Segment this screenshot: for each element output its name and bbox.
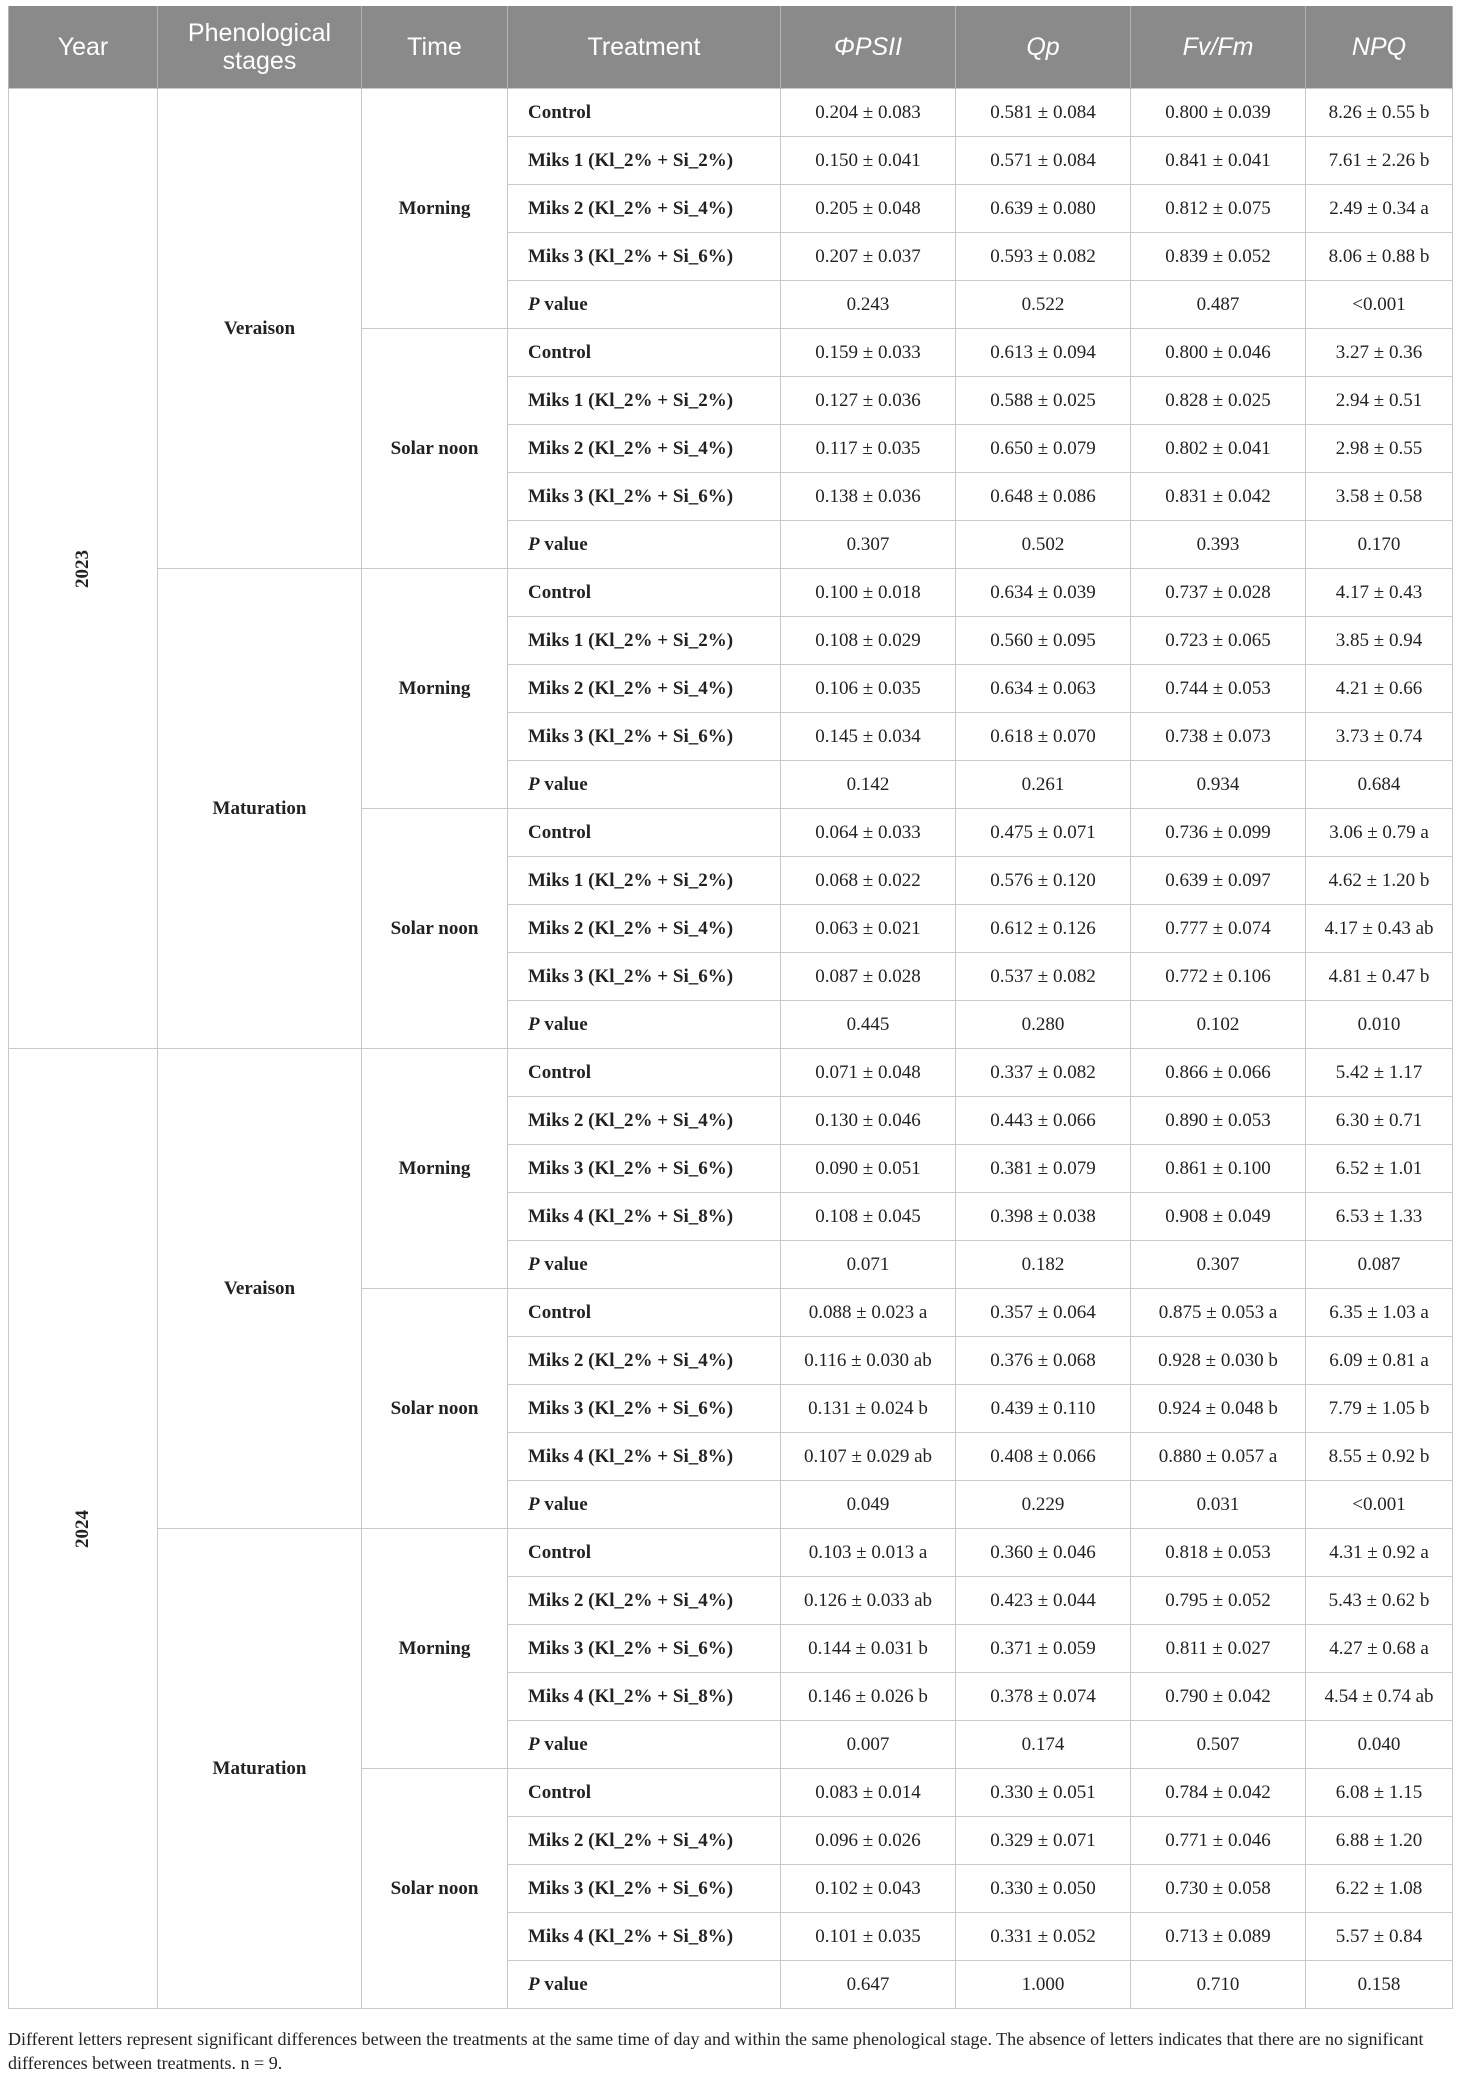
value-cell: 0.795 ± 0.052: [1131, 1577, 1306, 1625]
year-cell: [9, 1049, 158, 2009]
value-cell: 5.57 ± 0.84: [1306, 1913, 1453, 1961]
value-cell: 0.593 ± 0.082: [956, 233, 1131, 281]
value-cell: 0.331 ± 0.052: [956, 1913, 1131, 1961]
time-cell: Solar noon: [362, 1289, 508, 1529]
p-value-cell: 0.487: [1131, 281, 1306, 329]
p-value-label: [508, 521, 781, 569]
value-cell: 0.790 ± 0.042: [1131, 1673, 1306, 1721]
value-cell: 0.117 ± 0.035: [781, 425, 956, 473]
value-cell: 0.088 ± 0.023 a: [781, 1289, 956, 1337]
value-cell: 0.613 ± 0.094: [956, 329, 1131, 377]
value-cell: 0.908 ± 0.049: [1131, 1193, 1306, 1241]
p-value-cell: 0.031: [1131, 1481, 1306, 1529]
value-cell: 2.49 ± 0.34 a: [1306, 185, 1453, 233]
p-value-cell: 0.229: [956, 1481, 1131, 1529]
value-cell: 0.650 ± 0.079: [956, 425, 1131, 473]
treatment-cell: Miks 2 (Kl_2% + Si_4%): [508, 1817, 781, 1865]
time-cell: Morning: [362, 1049, 508, 1289]
value-cell: 0.713 ± 0.089: [1131, 1913, 1306, 1961]
value-cell: 0.146 ± 0.026 b: [781, 1673, 956, 1721]
value-cell: 8.26 ± 0.55 b: [1306, 89, 1453, 137]
stage-cell: Maturation: [158, 1529, 362, 2009]
value-cell: 0.205 ± 0.048: [781, 185, 956, 233]
value-cell: 0.204 ± 0.083: [781, 89, 956, 137]
treatment-cell: Miks 2 (Kl_2% + Si_4%): [508, 425, 781, 473]
treatment-cell: Miks 4 (Kl_2% + Si_8%): [508, 1913, 781, 1961]
p-value-cell: 0.174: [956, 1721, 1131, 1769]
p-value-cell: 0.445: [781, 1001, 956, 1049]
time-cell: Solar noon: [362, 1769, 508, 2009]
value-cell: 4.17 ± 0.43 ab: [1306, 905, 1453, 953]
value-cell: 0.108 ± 0.045: [781, 1193, 956, 1241]
value-cell: 0.145 ± 0.034: [781, 713, 956, 761]
p-value-cell: 0.142: [781, 761, 956, 809]
header-phipsii: ΦPSII: [781, 6, 956, 89]
header-row: [9, 6, 1453, 89]
p-value-label: [508, 1961, 781, 2009]
value-cell: 0.802 ± 0.041: [1131, 425, 1306, 473]
value-cell: 3.06 ± 0.79 a: [1306, 809, 1453, 857]
value-cell: 0.398 ± 0.038: [956, 1193, 1131, 1241]
value-cell: 0.329 ± 0.071: [956, 1817, 1131, 1865]
p-value-cell: <0.001: [1306, 281, 1453, 329]
value-cell: 6.35 ± 1.03 a: [1306, 1289, 1453, 1337]
value-cell: 0.138 ± 0.036: [781, 473, 956, 521]
p-value-label-italic: P: [528, 533, 540, 555]
treatment-cell: Miks 3 (Kl_2% + Si_6%): [508, 1385, 781, 1433]
header-treatment: Treatment: [508, 6, 781, 89]
value-cell: 0.207 ± 0.037: [781, 233, 956, 281]
p-value-label-rest: value: [539, 293, 588, 315]
treatment-cell: Miks 2 (Kl_2% + Si_4%): [508, 1097, 781, 1145]
time-cell: Morning: [362, 569, 508, 809]
p-value-cell: 0.307: [781, 521, 956, 569]
treatment-cell: Control: [508, 809, 781, 857]
header-fv-fm: Fv/Fm: [1131, 6, 1306, 89]
value-cell: 0.063 ± 0.021: [781, 905, 956, 953]
time-cell: Morning: [362, 89, 508, 329]
value-cell: 8.06 ± 0.88 b: [1306, 233, 1453, 281]
treatment-cell: Miks 1 (Kl_2% + Si_2%): [508, 617, 781, 665]
value-cell: 0.087 ± 0.028: [781, 953, 956, 1001]
value-cell: 0.330 ± 0.051: [956, 1769, 1131, 1817]
value-cell: 0.639 ± 0.097: [1131, 857, 1306, 905]
value-cell: 0.150 ± 0.041: [781, 137, 956, 185]
p-value-cell: 0.243: [781, 281, 956, 329]
table-row: [9, 1049, 1453, 1097]
value-cell: 4.27 ± 0.68 a: [1306, 1625, 1453, 1673]
header-qp: Qp: [956, 6, 1131, 89]
value-cell: 0.096 ± 0.026: [781, 1817, 956, 1865]
p-value-cell: 0.307: [1131, 1241, 1306, 1289]
value-cell: 0.828 ± 0.025: [1131, 377, 1306, 425]
value-cell: 6.30 ± 0.71: [1306, 1097, 1453, 1145]
value-cell: 0.357 ± 0.064: [956, 1289, 1131, 1337]
value-cell: 0.811 ± 0.027: [1131, 1625, 1306, 1673]
value-cell: 0.131 ± 0.024 b: [781, 1385, 956, 1433]
value-cell: 6.53 ± 1.33: [1306, 1193, 1453, 1241]
p-value-cell: 0.261: [956, 761, 1131, 809]
value-cell: 0.723 ± 0.065: [1131, 617, 1306, 665]
value-cell: 4.81 ± 0.47 b: [1306, 953, 1453, 1001]
value-cell: 0.127 ± 0.036: [781, 377, 956, 425]
p-value-cell: 0.710: [1131, 1961, 1306, 2009]
p-value-label-italic: P: [528, 1733, 540, 1755]
p-value-cell: 0.507: [1131, 1721, 1306, 1769]
value-cell: 0.634 ± 0.039: [956, 569, 1131, 617]
table-row: [9, 89, 1453, 137]
value-cell: 0.371 ± 0.059: [956, 1625, 1131, 1673]
header-year: Year: [9, 6, 158, 89]
p-value-label: [508, 1001, 781, 1049]
treatment-cell: Miks 4 (Kl_2% + Si_8%): [508, 1433, 781, 1481]
value-cell: 0.800 ± 0.039: [1131, 89, 1306, 137]
value-cell: 4.62 ± 1.20 b: [1306, 857, 1453, 905]
time-cell: Solar noon: [362, 329, 508, 569]
treatment-cell: Miks 3 (Kl_2% + Si_6%): [508, 233, 781, 281]
treatment-cell: Miks 3 (Kl_2% + Si_6%): [508, 1145, 781, 1193]
time-cell: Solar noon: [362, 809, 508, 1049]
value-cell: 0.866 ± 0.066: [1131, 1049, 1306, 1097]
value-cell: 0.890 ± 0.053: [1131, 1097, 1306, 1145]
p-value-cell: 0.393: [1131, 521, 1306, 569]
value-cell: 0.736 ± 0.099: [1131, 809, 1306, 857]
header-phenological-stages: Phenological stages: [158, 6, 362, 89]
value-cell: 7.79 ± 1.05 b: [1306, 1385, 1453, 1433]
value-cell: 6.09 ± 0.81 a: [1306, 1337, 1453, 1385]
value-cell: 0.106 ± 0.035: [781, 665, 956, 713]
value-cell: 0.443 ± 0.066: [956, 1097, 1131, 1145]
treatment-cell: Control: [508, 89, 781, 137]
value-cell: 0.571 ± 0.084: [956, 137, 1131, 185]
value-cell: 0.639 ± 0.080: [956, 185, 1131, 233]
treatment-cell: Miks 3 (Kl_2% + Si_6%): [508, 1865, 781, 1913]
p-value-cell: 0.071: [781, 1241, 956, 1289]
treatment-cell: Miks 3 (Kl_2% + Si_6%): [508, 473, 781, 521]
treatment-cell: Control: [508, 329, 781, 377]
stage-cell: Veraison: [158, 89, 362, 569]
value-cell: 2.98 ± 0.55: [1306, 425, 1453, 473]
value-cell: 6.52 ± 1.01: [1306, 1145, 1453, 1193]
treatment-cell: Miks 1 (Kl_2% + Si_2%): [508, 857, 781, 905]
treatment-cell: Control: [508, 1289, 781, 1337]
treatment-cell: Control: [508, 1049, 781, 1097]
p-value-label-rest: value: [539, 773, 588, 795]
value-cell: 0.588 ± 0.025: [956, 377, 1131, 425]
value-cell: 0.337 ± 0.082: [956, 1049, 1131, 1097]
value-cell: 0.875 ± 0.053 a: [1131, 1289, 1306, 1337]
value-cell: 0.159 ± 0.033: [781, 329, 956, 377]
treatment-cell: Miks 2 (Kl_2% + Si_4%): [508, 665, 781, 713]
treatment-cell: Miks 3 (Kl_2% + Si_6%): [508, 713, 781, 761]
value-cell: 0.439 ± 0.110: [956, 1385, 1131, 1433]
value-cell: 0.841 ± 0.041: [1131, 137, 1306, 185]
p-value-cell: 0.684: [1306, 761, 1453, 809]
value-cell: 0.612 ± 0.126: [956, 905, 1131, 953]
value-cell: 6.22 ± 1.08: [1306, 1865, 1453, 1913]
value-cell: 0.928 ± 0.030 b: [1131, 1337, 1306, 1385]
p-value-label-rest: value: [539, 1253, 588, 1275]
value-cell: 0.108 ± 0.029: [781, 617, 956, 665]
p-value-label-italic: P: [528, 293, 540, 315]
value-cell: 0.880 ± 0.057 a: [1131, 1433, 1306, 1481]
value-cell: 0.772 ± 0.106: [1131, 953, 1306, 1001]
p-value-cell: 0.007: [781, 1721, 956, 1769]
p-value-label-italic: P: [528, 1973, 540, 1995]
value-cell: 0.738 ± 0.073: [1131, 713, 1306, 761]
data-table: [8, 6, 1453, 2009]
value-cell: 3.58 ± 0.58: [1306, 473, 1453, 521]
value-cell: 7.61 ± 2.26 b: [1306, 137, 1453, 185]
p-value-label-italic: P: [528, 1253, 540, 1275]
value-cell: 0.737 ± 0.028: [1131, 569, 1306, 617]
value-cell: 0.576 ± 0.120: [956, 857, 1131, 905]
p-value-label: [508, 281, 781, 329]
p-value-cell: 0.087: [1306, 1241, 1453, 1289]
treatment-cell: Miks 2 (Kl_2% + Si_4%): [508, 1577, 781, 1625]
value-cell: 0.730 ± 0.058: [1131, 1865, 1306, 1913]
value-cell: 3.85 ± 0.94: [1306, 617, 1453, 665]
treatment-cell: Miks 2 (Kl_2% + Si_4%): [508, 185, 781, 233]
p-value-cell: 0.049: [781, 1481, 956, 1529]
p-value-label-italic: P: [528, 1013, 540, 1035]
treatment-cell: Miks 2 (Kl_2% + Si_4%): [508, 1337, 781, 1385]
treatment-cell: Miks 3 (Kl_2% + Si_6%): [508, 1625, 781, 1673]
value-cell: 0.107 ± 0.029 ab: [781, 1433, 956, 1481]
value-cell: 0.537 ± 0.082: [956, 953, 1131, 1001]
treatment-cell: Control: [508, 569, 781, 617]
value-cell: 0.634 ± 0.063: [956, 665, 1131, 713]
value-cell: 0.071 ± 0.048: [781, 1049, 956, 1097]
value-cell: 0.360 ± 0.046: [956, 1529, 1131, 1577]
treatment-cell: Miks 2 (Kl_2% + Si_4%): [508, 905, 781, 953]
value-cell: 0.771 ± 0.046: [1131, 1817, 1306, 1865]
treatment-cell: Miks 3 (Kl_2% + Si_6%): [508, 953, 781, 1001]
p-value-cell: 0.010: [1306, 1001, 1453, 1049]
value-cell: 0.784 ± 0.042: [1131, 1769, 1306, 1817]
p-value-cell: 0.522: [956, 281, 1131, 329]
value-cell: 0.376 ± 0.068: [956, 1337, 1131, 1385]
value-cell: 4.31 ± 0.92 a: [1306, 1529, 1453, 1577]
treatment-cell: Miks 4 (Kl_2% + Si_8%): [508, 1673, 781, 1721]
p-value-cell: 0.170: [1306, 521, 1453, 569]
p-value-label-rest: value: [539, 1973, 588, 1995]
value-cell: 0.100 ± 0.018: [781, 569, 956, 617]
value-cell: 0.800 ± 0.046: [1131, 329, 1306, 377]
p-value-label: [508, 761, 781, 809]
p-value-cell: 0.158: [1306, 1961, 1453, 2009]
value-cell: 0.083 ± 0.014: [781, 1769, 956, 1817]
value-cell: 0.744 ± 0.053: [1131, 665, 1306, 713]
p-value-cell: 0.280: [956, 1001, 1131, 1049]
value-cell: 6.08 ± 1.15: [1306, 1769, 1453, 1817]
value-cell: 0.861 ± 0.100: [1131, 1145, 1306, 1193]
value-cell: 0.560 ± 0.095: [956, 617, 1131, 665]
p-value-cell: <0.001: [1306, 1481, 1453, 1529]
value-cell: 0.818 ± 0.053: [1131, 1529, 1306, 1577]
value-cell: 0.102 ± 0.043: [781, 1865, 956, 1913]
value-cell: 0.648 ± 0.086: [956, 473, 1131, 521]
value-cell: 2.94 ± 0.51: [1306, 377, 1453, 425]
value-cell: 5.42 ± 1.17: [1306, 1049, 1453, 1097]
value-cell: 0.839 ± 0.052: [1131, 233, 1306, 281]
treatment-cell: Miks 4 (Kl_2% + Si_8%): [508, 1193, 781, 1241]
value-cell: 3.27 ± 0.36: [1306, 329, 1453, 377]
value-cell: 0.581 ± 0.084: [956, 89, 1131, 137]
p-value-label: [508, 1481, 781, 1529]
value-cell: 5.43 ± 0.62 b: [1306, 1577, 1453, 1625]
value-cell: 0.101 ± 0.035: [781, 1913, 956, 1961]
stage-cell: Veraison: [158, 1049, 362, 1529]
value-cell: 8.55 ± 0.92 b: [1306, 1433, 1453, 1481]
year-label: 2024: [72, 1509, 93, 1548]
value-cell: 0.924 ± 0.048 b: [1131, 1385, 1306, 1433]
value-cell: 0.116 ± 0.030 ab: [781, 1337, 956, 1385]
value-cell: 0.090 ± 0.051: [781, 1145, 956, 1193]
value-cell: 0.330 ± 0.050: [956, 1865, 1131, 1913]
p-value-label-italic: P: [528, 1493, 540, 1515]
year-label: 2023: [72, 549, 93, 588]
value-cell: 0.126 ± 0.033 ab: [781, 1577, 956, 1625]
treatment-cell: Miks 1 (Kl_2% + Si_2%): [508, 377, 781, 425]
treatment-cell: Miks 1 (Kl_2% + Si_2%): [508, 137, 781, 185]
value-cell: 0.423 ± 0.044: [956, 1577, 1131, 1625]
p-value-label: [508, 1241, 781, 1289]
p-value-cell: 0.934: [1131, 761, 1306, 809]
p-value-label-rest: value: [539, 1493, 588, 1515]
time-cell: Morning: [362, 1529, 508, 1769]
treatment-cell: Control: [508, 1769, 781, 1817]
value-cell: 3.73 ± 0.74: [1306, 713, 1453, 761]
stage-cell: Maturation: [158, 569, 362, 1049]
value-cell: 0.103 ± 0.013 a: [781, 1529, 956, 1577]
value-cell: 0.064 ± 0.033: [781, 809, 956, 857]
value-cell: 4.17 ± 0.43: [1306, 569, 1453, 617]
value-cell: 0.618 ± 0.070: [956, 713, 1131, 761]
p-value-cell: 0.040: [1306, 1721, 1453, 1769]
value-cell: 0.130 ± 0.046: [781, 1097, 956, 1145]
p-value-cell: 0.182: [956, 1241, 1131, 1289]
value-cell: 4.21 ± 0.66: [1306, 665, 1453, 713]
p-value-cell: 0.647: [781, 1961, 956, 2009]
table-footnote: Different letters represent significant differences between the treatments at the same time of day and within the same phenological stage. The absence of letters indicates that there are no significant differences between treatments. n = 9.: [8, 2029, 1424, 2073]
value-cell: 0.408 ± 0.066: [956, 1433, 1131, 1481]
treatment-cell: Control: [508, 1529, 781, 1577]
value-cell: 0.381 ± 0.079: [956, 1145, 1131, 1193]
year-cell: [9, 89, 158, 1049]
p-value-cell: 0.502: [956, 521, 1131, 569]
table-body: [9, 89, 1453, 2009]
value-cell: 0.475 ± 0.071: [956, 809, 1131, 857]
p-value-label: [508, 1721, 781, 1769]
p-value-cell: 0.102: [1131, 1001, 1306, 1049]
p-value-label-rest: value: [539, 1733, 588, 1755]
header-time: Time: [362, 6, 508, 89]
value-cell: 0.831 ± 0.042: [1131, 473, 1306, 521]
table-row: [9, 1529, 1453, 1577]
value-cell: 6.88 ± 1.20: [1306, 1817, 1453, 1865]
value-cell: 0.068 ± 0.022: [781, 857, 956, 905]
value-cell: 0.777 ± 0.074: [1131, 905, 1306, 953]
p-value-label-rest: value: [539, 1013, 588, 1035]
value-cell: 0.812 ± 0.075: [1131, 185, 1306, 233]
p-value-label-italic: P: [528, 773, 540, 795]
table-row: [9, 569, 1453, 617]
value-cell: 4.54 ± 0.74 ab: [1306, 1673, 1453, 1721]
header-npq: NPQ: [1306, 6, 1453, 89]
p-value-cell: 1.000: [956, 1961, 1131, 2009]
p-value-label-rest: value: [539, 533, 588, 555]
value-cell: 0.144 ± 0.031 b: [781, 1625, 956, 1673]
value-cell: 0.378 ± 0.074: [956, 1673, 1131, 1721]
